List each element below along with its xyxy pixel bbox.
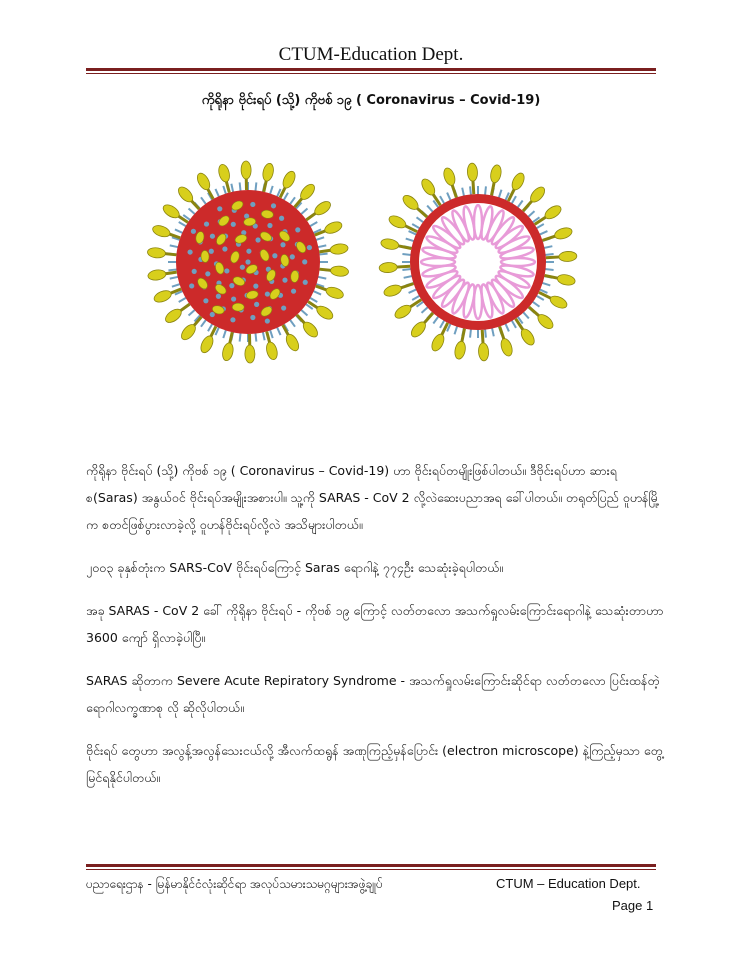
- spike-protein: [221, 342, 235, 362]
- coronavirus-illustration: [138, 150, 608, 390]
- spike-protein: [559, 251, 578, 262]
- header-title: CTUM-Education Dept.: [278, 44, 464, 65]
- spike-protein: [147, 269, 166, 281]
- body-text: [86, 457, 666, 807]
- spike-protein: [281, 169, 298, 190]
- footer-organization: ပညာရေးဌာန - မြန်မာနိုင်ငံလုံးဆိုင်ရာ အလုပ်သမားသမဂ္ဂများအဖွဲ့ချုပ်: [86, 877, 383, 891]
- spike-protein: [429, 332, 446, 353]
- header-rule: [86, 68, 656, 74]
- spike-protein: [510, 171, 527, 192]
- spike-protein: [284, 332, 301, 353]
- spike-protein: [442, 167, 457, 187]
- virus-figure: [138, 150, 608, 390]
- spike-protein: [387, 213, 408, 230]
- spike-protein: [478, 343, 489, 362]
- spike-protein: [548, 294, 569, 311]
- spike-protein: [323, 220, 343, 236]
- spike-protein: [241, 161, 251, 179]
- spike-protein: [151, 223, 171, 238]
- spike-protein: [453, 340, 466, 360]
- virus-exterior-view: [147, 161, 349, 363]
- spike-protein: [489, 164, 502, 184]
- paragraph-2: ၂၀၀၃ ခုနှစ်တုံးက SARS-CoV ဗိုင်းရပ်ကြောင့် Saras ရောဂါနဲ့ ၇၇၄ဦး သေဆုံးခဲ့ရပါတယ်။: [86, 560, 504, 575]
- spike-protein: [499, 337, 514, 357]
- spike-protein: [556, 273, 576, 286]
- paragraph-4: SARAS ဆိုတာက Severe Acute Repiratory Syndrome - အသက်ရှုလမ်းကြောင်းဆိုင်ရာ လတ်တလော ပြင်းထန်တဲ့ ရောဂါလက္ခဏာစု လို ဆိုလိုပါတယ်။: [86, 673, 660, 715]
- spike-protein: [198, 334, 215, 355]
- paragraph-1: ကိုရိုနာ ဗိုင်းရပ် (သို့) ကိုဗစ် ၁၉ ( Coronavirus – Covid-19) ဟာ ဗိုင်းရပ်တမျိုးဖြစ်ပါတယ်။ ဒီဗိုင်းရပ်ဟာ ဆားရစ(Saras) အနွယ်ဝင် ဗိုင်းရပ်အမျိုးအစားပါ။ သူ့ကို SARAS - CoV 2 လို့လဲဆေးပညာအရ ခေါ်ပါတယ်။ တရုတ်ပြည် ဝူဟန်မြို့က စတင်ဖြစ်ပွားလာခဲ့လို့ ဝူဟန်ဗိုင်းရပ်လို့လဲ အသိများပါတယ်။: [86, 463, 660, 532]
- spike-protein: [217, 163, 231, 183]
- document-title: ကိုရိုနာ ဗိုင်းရပ် (သို့) ကိုဗစ် ၁၉ ( Coronavirus – Covid-19): [201, 93, 541, 108]
- spike-protein: [195, 171, 212, 192]
- virus-cross-section-view: [379, 163, 577, 361]
- spike-protein: [553, 226, 573, 241]
- page-number: Page 1: [612, 898, 654, 913]
- footer-rule: [86, 864, 656, 870]
- paragraph-3: အခု SARAS - CoV 2 ခေါ် ကိုရိုနာ ဗိုင်းရပ် - ကိုဗစ် ၁၉ ကြောင့် လတ်တလော အသက်ရှုလမ်းကြောင်းရောဂါနဲ့ သေဆုံးတာဟာ 3600 ကျော် ရှိလာခဲ့ပါပြီ။: [86, 603, 664, 645]
- spike-protein: [330, 265, 349, 277]
- paragraph-5: ဗိုင်းရပ် တွေဟာ အလွန့်အလွန်သေးငယ်လို့ အီလက်ထရွန် အဏုကြည့်မှန်ပြောင်း (electron microscope) နဲ့ကြည့်မှသာ တွေ့မြင်ရနိုင်ပါတယ်။: [86, 743, 663, 785]
- spike-protein: [383, 283, 403, 298]
- spike-protein: [329, 243, 348, 255]
- spike-protein: [245, 345, 255, 363]
- spike-protein: [261, 162, 275, 182]
- spike-protein: [147, 247, 166, 259]
- spike-protein: [265, 341, 279, 361]
- spike-protein: [467, 163, 478, 182]
- spike-protein: [152, 288, 172, 304]
- footer-department: CTUM – Education Dept.: [496, 876, 641, 891]
- spike-protein: [380, 237, 400, 250]
- spike-protein: [379, 262, 398, 273]
- spike-protein: [325, 285, 345, 300]
